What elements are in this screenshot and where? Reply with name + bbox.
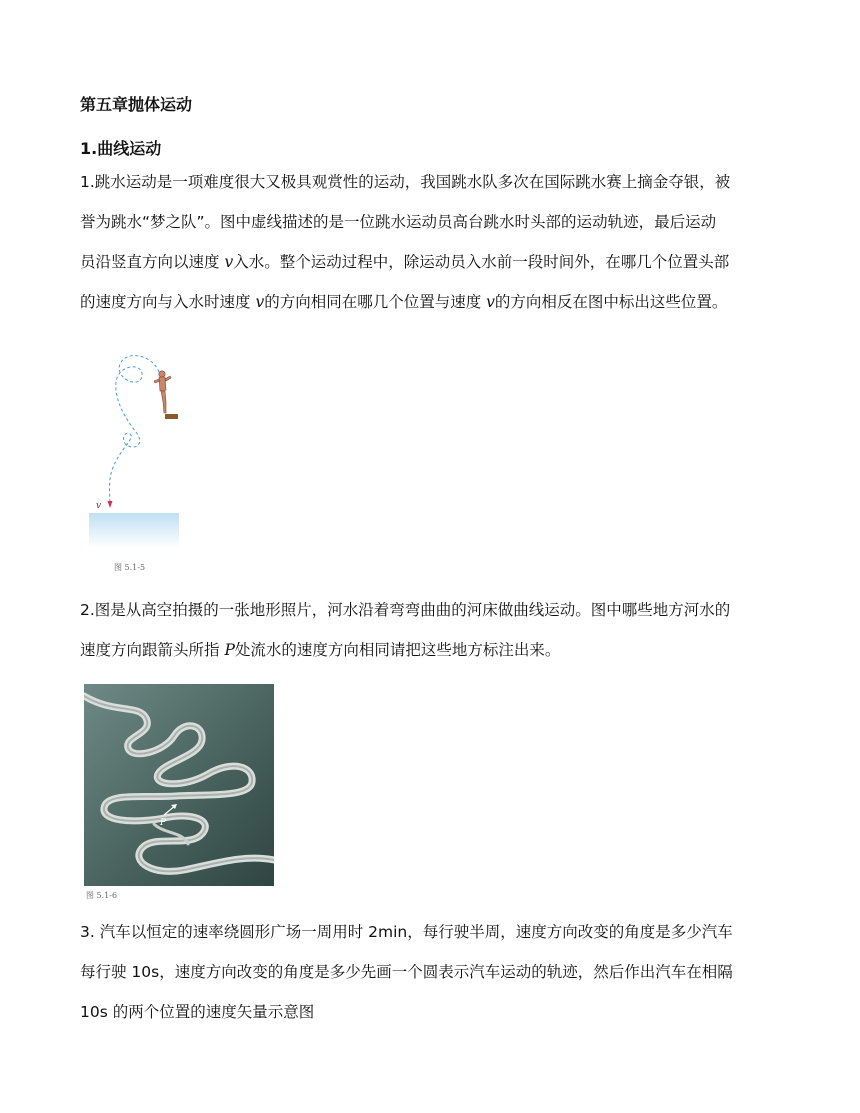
question-2 [80,590,784,670]
velocity-symbol: v [255,293,265,311]
q1-line4-text-a: 的速度方向与入水时速度 [80,293,256,311]
diving-platform [165,414,178,419]
figure-1-caption: 图 5.1-5 [114,563,146,572]
point-p-symbol: P [224,641,235,659]
velocity-symbol: v [224,253,234,271]
velocity-label: v [96,501,102,511]
question-3-line-1: 3. 汽车以恒定的速率绕圆形广场一周用时 2min，每行驶半周，速度方向改变的角度是多少汽车 [80,923,733,941]
head-trajectory-path [110,356,160,505]
question-2-line-2 [80,630,784,670]
q2-line2-text-a: 速度方向跟箭头所指 [80,641,225,659]
question-1-line-4 [80,282,784,322]
question-3-line-2: 每行驶 10s，速度方向改变的角度是多少先画一个圆表示汽车运动的轨迹，然后作出汽车在相隔 [80,963,733,981]
q1-line3-text-a: 员沿竖直方向以速度 [80,253,225,271]
section-title: 1.曲线运动 [80,139,162,158]
question-2-line-1: 2.图是从高空拍摄的一张地形照片，河水沿着弯弯曲曲的河床做曲线运动。图中哪些地方河水的 [80,601,731,619]
diver-figure [154,371,171,413]
river-aerial-photo [84,684,274,904]
entry-arrow [108,501,113,508]
figure-2-caption: 图 5.1-6 [86,891,118,900]
question-1-line-3 [80,242,784,282]
q1-line3-text-b: 入水。整个运动过程中，除运动员入水前一段时间外，在哪几个位置头部 [233,253,730,271]
question-1 [80,162,784,322]
point-p-label: P [160,818,167,828]
velocity-symbol: v [486,293,495,311]
q2-line2-text-b: 处流水的速度方向相同请把这些地方标注出来。 [234,641,561,659]
water-surface [89,513,179,548]
q1-line4-text-c: 的方向相反在图中标出这些位置。 [494,293,728,311]
question-3-line-3: 10s 的两个位置的速度矢量示意图 [80,1003,315,1021]
chapter-title: 第五章抛体运动 [80,95,193,114]
question-1-line-1: 1.跳水运动是一项难度很大又极具观赏性的运动，我国跳水队多次在国际跳水赛上摘金夺银，被 [80,173,731,191]
question-1-line-2: 誉为跳水“梦之队”。图中虚线描述的是一位跳水运动员高台跳水时头部的运动轨迹，最后运动 [80,213,717,231]
diving-trajectory-figure [86,350,186,580]
question-3 [80,912,784,1032]
q1-line4-text-b: 的方向相同在哪几个位置与速度 [264,293,487,311]
